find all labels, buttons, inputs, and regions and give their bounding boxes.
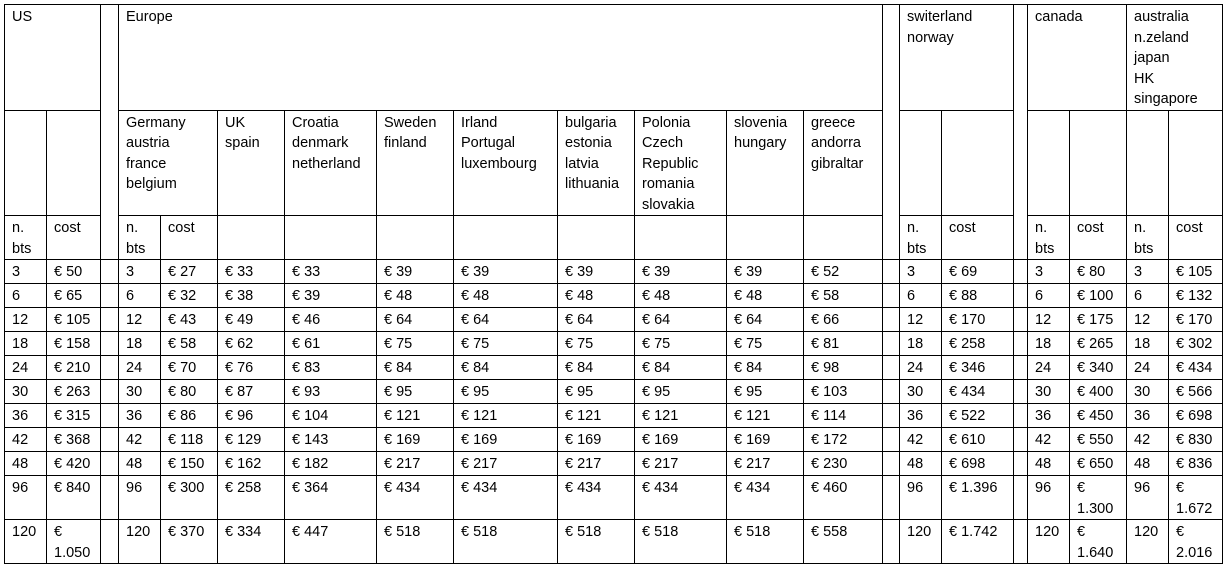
cost-cell: € 182 (285, 452, 377, 476)
spacer-column (1014, 380, 1028, 404)
cost-cell: € 64 (558, 308, 635, 332)
cost-cell: € 650 (1070, 452, 1127, 476)
bts-count-cell: 18 (119, 332, 161, 356)
bts-count-cell: 42 (1028, 428, 1070, 452)
cost-header: cost (161, 216, 218, 260)
cost-cell: € 447 (285, 520, 377, 564)
cost-cell: € 263 (47, 380, 101, 404)
bts-count-cell: 96 (900, 476, 942, 520)
cost-cell: € 66 (804, 308, 883, 332)
cost-cell: € 698 (942, 452, 1014, 476)
cost-cell: € 69 (942, 260, 1014, 284)
cost-cell: € 217 (558, 452, 635, 476)
cost-cell: € 210 (47, 356, 101, 380)
bts-count-cell: 48 (119, 452, 161, 476)
cost-cell: € 434 (454, 476, 558, 520)
empty-cell (377, 216, 454, 260)
cost-cell: € 1.396 (942, 476, 1014, 520)
cost-cell: € 100 (1070, 284, 1127, 308)
bts-count-cell: 36 (1127, 404, 1169, 428)
empty-cell (1127, 110, 1169, 216)
cost-cell: € 169 (558, 428, 635, 452)
cost-cell: € 522 (942, 404, 1014, 428)
cost-cell: € 370 (161, 520, 218, 564)
nbts-header: n. bts (900, 216, 942, 260)
bts-count-cell: 42 (5, 428, 47, 452)
cost-cell: € 460 (804, 476, 883, 520)
empty-cell (454, 216, 558, 260)
region-header: Sweden finland (377, 110, 454, 216)
spacer-column (883, 308, 900, 332)
cost-cell: € 129 (218, 428, 285, 452)
cost-cell: € 64 (454, 308, 558, 332)
group-europe: Europe (119, 5, 883, 111)
empty-cell (218, 216, 285, 260)
cost-cell: € 84 (635, 356, 727, 380)
bts-count-cell: 18 (900, 332, 942, 356)
cost-cell: € 48 (377, 284, 454, 308)
cost-cell: € 169 (635, 428, 727, 452)
cost-cell: € 76 (218, 356, 285, 380)
empty-cell (1169, 110, 1223, 216)
spacer-column (1014, 520, 1028, 564)
header-row-regions (5, 110, 1223, 216)
cost-cell: € 340 (1070, 356, 1127, 380)
bts-count-cell: 120 (5, 520, 47, 564)
group-canada: canada (1028, 5, 1127, 111)
group-asia-pacific: australia n.zeland japan HK singapore (1127, 5, 1223, 111)
spacer-column (1014, 260, 1028, 284)
empty-cell (1070, 110, 1127, 216)
cost-cell: € 84 (727, 356, 804, 380)
cost-cell: € 434 (942, 380, 1014, 404)
spacer-column (883, 332, 900, 356)
spacer-column (883, 380, 900, 404)
cost-cell: € 87 (218, 380, 285, 404)
spacer-column (101, 284, 119, 308)
cost-cell: € 81 (804, 332, 883, 356)
bts-count-cell: 120 (900, 520, 942, 564)
cost-cell: € 450 (1070, 404, 1127, 428)
cost-cell: € 217 (454, 452, 558, 476)
table-row (5, 452, 1223, 476)
cost-cell: € 518 (635, 520, 727, 564)
cost-cell: € 39 (727, 260, 804, 284)
cost-cell: € 105 (47, 308, 101, 332)
bts-count-cell: 6 (900, 284, 942, 308)
bts-count-cell: 24 (900, 356, 942, 380)
bts-count-cell: 3 (5, 260, 47, 284)
bts-count-cell: 3 (1127, 260, 1169, 284)
cost-cell: € 64 (635, 308, 727, 332)
cost-cell: € 158 (47, 332, 101, 356)
bts-count-cell: 24 (1028, 356, 1070, 380)
cost-cell: € 95 (454, 380, 558, 404)
spacer-column (101, 308, 119, 332)
cost-cell: € 58 (804, 284, 883, 308)
bts-count-cell: 18 (1127, 332, 1169, 356)
cost-cell: € 84 (558, 356, 635, 380)
spacer-column (883, 520, 900, 564)
spacer-column (101, 476, 119, 520)
table-row (5, 260, 1223, 284)
cost-cell: € 434 (727, 476, 804, 520)
cost-cell: € 1.300 (1070, 476, 1127, 520)
bts-count-cell: 48 (5, 452, 47, 476)
cost-cell: € 84 (454, 356, 558, 380)
bts-count-cell: 3 (119, 260, 161, 284)
region-header: Polonia Czech Republic romania slovakia (635, 110, 727, 216)
cost-cell: € 64 (377, 308, 454, 332)
spacer-column (883, 5, 900, 260)
cost-cell: € 121 (558, 404, 635, 428)
cost-header: cost (1169, 216, 1223, 260)
cost-cell: € 121 (454, 404, 558, 428)
cost-cell: € 70 (161, 356, 218, 380)
cost-cell: € 86 (161, 404, 218, 428)
bts-count-cell: 12 (900, 308, 942, 332)
cost-cell: € 2.016 (1169, 520, 1223, 564)
group-us: US (5, 5, 101, 111)
empty-cell (804, 216, 883, 260)
spacer-column (1014, 332, 1028, 356)
empty-cell (1028, 110, 1070, 216)
cost-cell: € 65 (47, 284, 101, 308)
cost-cell: € 105 (1169, 260, 1223, 284)
cost-cell: € 88 (942, 284, 1014, 308)
bts-count-cell: 6 (1028, 284, 1070, 308)
cost-cell: € 265 (1070, 332, 1127, 356)
cost-cell: € 162 (218, 452, 285, 476)
bts-count-cell: 3 (900, 260, 942, 284)
cost-cell: € 518 (558, 520, 635, 564)
region-header: slovenia hungary (727, 110, 804, 216)
spacer-column (1014, 476, 1028, 520)
bts-count-cell: 96 (1028, 476, 1070, 520)
cost-cell: € 48 (727, 284, 804, 308)
table-row (5, 404, 1223, 428)
bts-count-cell: 18 (1028, 332, 1070, 356)
cost-cell: € 258 (942, 332, 1014, 356)
cost-cell: € 84 (377, 356, 454, 380)
bts-count-cell: 96 (119, 476, 161, 520)
bts-count-cell: 12 (119, 308, 161, 332)
bts-count-cell: 6 (119, 284, 161, 308)
table-row (5, 476, 1223, 520)
cost-cell: € 80 (1070, 260, 1127, 284)
cost-cell: € 217 (727, 452, 804, 476)
cost-cell: € 27 (161, 260, 218, 284)
bts-count-cell: 120 (1028, 520, 1070, 564)
cost-cell: € 518 (377, 520, 454, 564)
cost-cell: € 258 (218, 476, 285, 520)
bts-count-cell: 42 (900, 428, 942, 452)
group-switzerland-norway: switerland norway (900, 5, 1014, 111)
empty-cell (5, 110, 47, 216)
spacer-column (883, 260, 900, 284)
cost-cell: € 132 (1169, 284, 1223, 308)
bts-count-cell: 3 (1028, 260, 1070, 284)
cost-cell: € 1.672 (1169, 476, 1223, 520)
cost-cell: € 75 (454, 332, 558, 356)
cost-header: cost (1070, 216, 1127, 260)
spacer-column (883, 476, 900, 520)
table-row (5, 428, 1223, 452)
cost-cell: € 550 (1070, 428, 1127, 452)
cost-cell: € 558 (804, 520, 883, 564)
cost-cell: € 98 (804, 356, 883, 380)
bts-count-cell: 36 (1028, 404, 1070, 428)
cost-cell: € 61 (285, 332, 377, 356)
cost-cell: € 39 (454, 260, 558, 284)
cost-cell: € 1.050 (47, 520, 101, 564)
bts-count-cell: 96 (1127, 476, 1169, 520)
cost-cell: € 346 (942, 356, 1014, 380)
bts-count-cell: 48 (1028, 452, 1070, 476)
bts-count-cell: 48 (900, 452, 942, 476)
bts-count-cell: 48 (1127, 452, 1169, 476)
cost-cell: € 434 (558, 476, 635, 520)
cost-cell: € 33 (218, 260, 285, 284)
cost-cell: € 434 (635, 476, 727, 520)
cost-cell: € 1.640 (1070, 520, 1127, 564)
cost-cell: € 172 (804, 428, 883, 452)
cost-cell: € 830 (1169, 428, 1223, 452)
cost-header: cost (942, 216, 1014, 260)
cost-header: cost (47, 216, 101, 260)
cost-cell: € 96 (218, 404, 285, 428)
cost-cell: € 518 (454, 520, 558, 564)
cost-cell: € 364 (285, 476, 377, 520)
cost-cell: € 566 (1169, 380, 1223, 404)
cost-cell: € 114 (804, 404, 883, 428)
cost-cell: € 38 (218, 284, 285, 308)
cost-cell: € 121 (377, 404, 454, 428)
nbts-header: n. bts (1028, 216, 1070, 260)
bts-count-cell: 24 (5, 356, 47, 380)
price-table (4, 4, 1223, 564)
empty-cell (285, 216, 377, 260)
bts-count-cell: 12 (1127, 308, 1169, 332)
bts-count-cell: 120 (1127, 520, 1169, 564)
cost-cell: € 46 (285, 308, 377, 332)
cost-cell: € 95 (377, 380, 454, 404)
bts-count-cell: 18 (5, 332, 47, 356)
region-header: UK spain (218, 110, 285, 216)
cost-cell: € 698 (1169, 404, 1223, 428)
spacer-column (101, 404, 119, 428)
cost-cell: € 175 (1070, 308, 1127, 332)
bts-count-cell: 30 (1127, 380, 1169, 404)
cost-cell: € 230 (804, 452, 883, 476)
cost-cell: € 39 (558, 260, 635, 284)
bts-count-cell: 24 (1127, 356, 1169, 380)
bts-count-cell: 30 (5, 380, 47, 404)
cost-cell: € 836 (1169, 452, 1223, 476)
cost-cell: € 48 (454, 284, 558, 308)
cost-cell: € 58 (161, 332, 218, 356)
empty-cell (47, 110, 101, 216)
bts-count-cell: 42 (119, 428, 161, 452)
cost-cell: € 95 (558, 380, 635, 404)
table-row (5, 284, 1223, 308)
empty-cell (635, 216, 727, 260)
spacer-column (101, 5, 119, 260)
header-row-columns (5, 216, 1223, 260)
spacer-column (101, 428, 119, 452)
cost-cell: € 32 (161, 284, 218, 308)
cost-cell: € 170 (1169, 308, 1223, 332)
spacer-column (101, 332, 119, 356)
cost-cell: € 93 (285, 380, 377, 404)
cost-cell: € 95 (635, 380, 727, 404)
cost-cell: € 75 (727, 332, 804, 356)
table-row (5, 332, 1223, 356)
cost-cell: € 83 (285, 356, 377, 380)
bts-count-cell: 30 (1028, 380, 1070, 404)
spacer-column (1014, 5, 1028, 260)
bts-count-cell: 6 (1127, 284, 1169, 308)
bts-count-cell: 30 (900, 380, 942, 404)
spacer-column (101, 520, 119, 564)
cost-cell: € 95 (727, 380, 804, 404)
cost-cell: € 121 (727, 404, 804, 428)
cost-cell: € 75 (635, 332, 727, 356)
cost-cell: € 610 (942, 428, 1014, 452)
bts-count-cell: 36 (119, 404, 161, 428)
cost-cell: € 75 (377, 332, 454, 356)
nbts-header: n. bts (1127, 216, 1169, 260)
cost-cell: € 103 (804, 380, 883, 404)
spacer-column (101, 380, 119, 404)
cost-cell: € 50 (47, 260, 101, 284)
cost-cell: € 420 (47, 452, 101, 476)
cost-cell: € 217 (635, 452, 727, 476)
cost-cell: € 169 (454, 428, 558, 452)
region-header: bulgaria estonia latvia lithuania (558, 110, 635, 216)
cost-cell: € 1.742 (942, 520, 1014, 564)
spacer-column (1014, 308, 1028, 332)
spacer-column (1014, 452, 1028, 476)
cost-cell: € 143 (285, 428, 377, 452)
bts-count-cell: 24 (119, 356, 161, 380)
spacer-column (1014, 428, 1028, 452)
cost-cell: € 118 (161, 428, 218, 452)
cost-cell: € 334 (218, 520, 285, 564)
bts-count-cell: 120 (119, 520, 161, 564)
table-row (5, 380, 1223, 404)
spacer-column (883, 284, 900, 308)
cost-cell: € 43 (161, 308, 218, 332)
bts-count-cell: 6 (5, 284, 47, 308)
cost-cell: € 434 (1169, 356, 1223, 380)
spacer-column (101, 260, 119, 284)
nbts-header: n. bts (5, 216, 47, 260)
cost-cell: € 62 (218, 332, 285, 356)
cost-cell: € 75 (558, 332, 635, 356)
spacer-column (883, 356, 900, 380)
empty-cell (558, 216, 635, 260)
spacer-column (883, 452, 900, 476)
cost-cell: € 48 (635, 284, 727, 308)
region-header: Germany austria france belgium (119, 110, 218, 216)
cost-cell: € 368 (47, 428, 101, 452)
cost-cell: € 39 (285, 284, 377, 308)
cost-cell: € 169 (377, 428, 454, 452)
spacer-column (101, 356, 119, 380)
cost-cell: € 840 (47, 476, 101, 520)
cost-cell: € 300 (161, 476, 218, 520)
cost-cell: € 302 (1169, 332, 1223, 356)
cost-cell: € 121 (635, 404, 727, 428)
cost-cell: € 169 (727, 428, 804, 452)
region-header: Irland Portugal luxembourg (454, 110, 558, 216)
bts-count-cell: 36 (900, 404, 942, 428)
region-header: Croatia denmark netherland (285, 110, 377, 216)
header-row-groups (5, 5, 1223, 111)
cost-cell: € 518 (727, 520, 804, 564)
empty-cell (900, 110, 942, 216)
bts-count-cell: 30 (119, 380, 161, 404)
cost-cell: € 64 (727, 308, 804, 332)
cost-cell: € 49 (218, 308, 285, 332)
spacer-column (1014, 284, 1028, 308)
cost-cell: € 80 (161, 380, 218, 404)
spacer-column (1014, 356, 1028, 380)
cost-cell: € 39 (377, 260, 454, 284)
empty-cell (942, 110, 1014, 216)
cost-cell: € 400 (1070, 380, 1127, 404)
cost-cell: € 434 (377, 476, 454, 520)
cost-cell: € 104 (285, 404, 377, 428)
region-header: greece andorra gibraltar (804, 110, 883, 216)
bts-count-cell: 42 (1127, 428, 1169, 452)
bts-count-cell: 36 (5, 404, 47, 428)
table-row (5, 356, 1223, 380)
cost-cell: € 48 (558, 284, 635, 308)
spacer-column (883, 404, 900, 428)
table-row (5, 520, 1223, 564)
spacer-column (101, 452, 119, 476)
spacer-column (1014, 404, 1028, 428)
cost-cell: € 33 (285, 260, 377, 284)
cost-cell: € 150 (161, 452, 218, 476)
cost-cell: € 170 (942, 308, 1014, 332)
empty-cell (727, 216, 804, 260)
nbts-header: n. bts (119, 216, 161, 260)
spacer-column (883, 428, 900, 452)
cost-cell: € 315 (47, 404, 101, 428)
table-row (5, 308, 1223, 332)
bts-count-cell: 12 (5, 308, 47, 332)
cost-cell: € 217 (377, 452, 454, 476)
cost-cell: € 52 (804, 260, 883, 284)
bts-count-cell: 96 (5, 476, 47, 520)
bts-count-cell: 12 (1028, 308, 1070, 332)
cost-cell: € 39 (635, 260, 727, 284)
